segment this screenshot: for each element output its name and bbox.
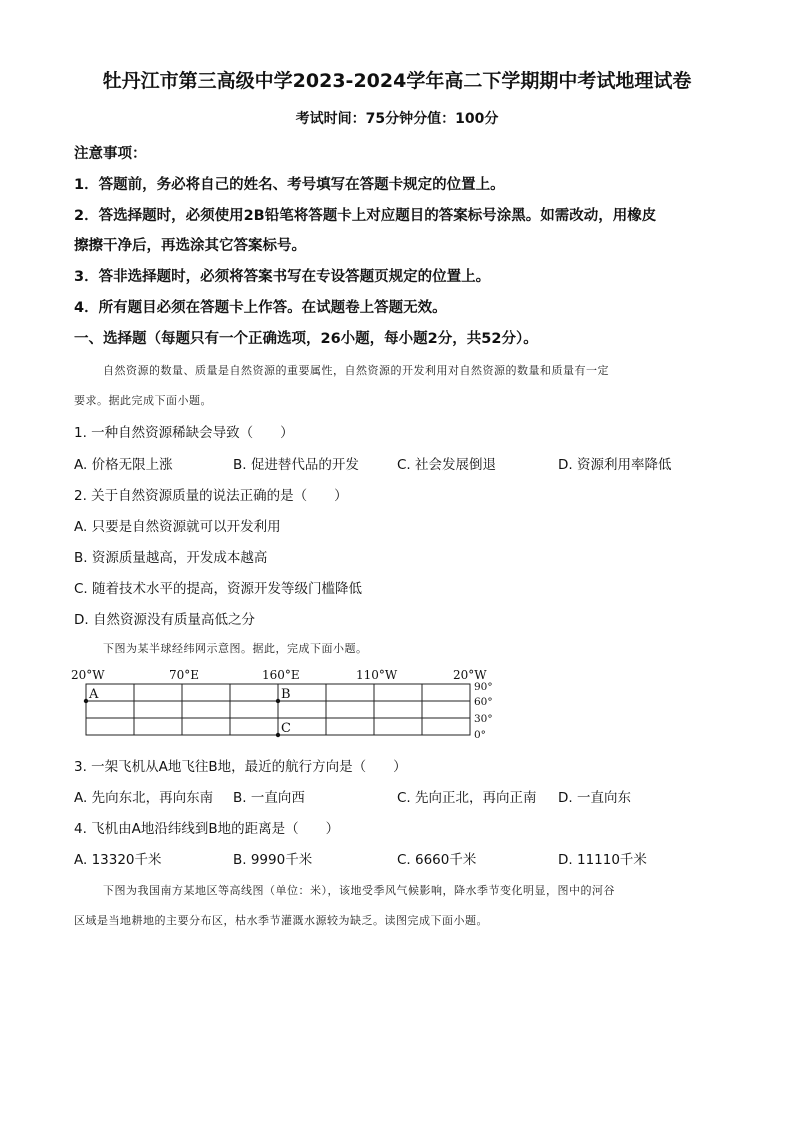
lat-long-grid-diagram <box>68 664 508 744</box>
q2-option-b: B. 资源质量越高，开发成本越高 <box>74 550 268 566</box>
lon-label-3: 160°E <box>262 668 300 682</box>
point-a-dot <box>84 699 88 703</box>
lon-label-4: 110°W <box>356 668 398 682</box>
lat-label-30: 30° <box>474 713 493 725</box>
q2-option-a: A. 只要是自然资源就可以开发利用 <box>74 519 281 535</box>
intro-3-line-2: 区域是当地耕地的主要分布区，枯水季节灌溉水源较为缺乏。读图完成下面小题。 <box>74 914 488 927</box>
intro-2-line-1: 下图为某半球经纬网示意图。据此，完成下面小题。 <box>103 642 368 655</box>
point-b-dot <box>276 699 280 703</box>
q2-option-c: C. 随着技术水平的提高，资源开发等级门槛降低 <box>74 581 363 597</box>
lat-label-60: 60° <box>474 696 493 708</box>
intro-3-line-1: 下图为我国南方某地区等高线图（单位：米），该地受季风气候影响，降水季节变化明显，图中的河谷 <box>103 884 615 897</box>
q4-option-c: C. 6660千米 <box>397 852 477 868</box>
q2-option-d: D. 自然资源没有质量高低之分 <box>74 612 255 628</box>
lon-label-2: 70°E <box>169 668 200 682</box>
note-2-line-2: 擦擦干净后，再选涂其它答案标号。 <box>74 238 306 254</box>
q4-stem: 4. 飞机由A地沿纬线到B地的距离是（ ） <box>74 821 340 837</box>
q3-stem: 3. 一架飞机从A地飞往B地，最近的航行方向是（ ） <box>74 759 407 775</box>
q1-stem: 1. 一种自然资源稀缺会导致（ ） <box>74 425 294 441</box>
q1-option-a: A. 价格无限上涨 <box>74 457 173 473</box>
notes-heading: 注意事项： <box>74 146 147 162</box>
q4-option-d: D. 11110千米 <box>558 852 647 868</box>
section-1-heading: 一、选择题（每题只有一个正确选项，26小题，每小题2分，共52分）。 <box>74 331 538 347</box>
note-4: 4．所有题目必须在答题卡上作答。在试题卷上答题无效。 <box>74 300 447 316</box>
q1-option-c: C. 社会发展倒退 <box>397 457 497 473</box>
note-3: 3．答非选择题时，必须将答案书写在专设答题页规定的位置上。 <box>74 269 491 285</box>
q3-option-d: D. 一直向东 <box>558 790 631 806</box>
page-title: 牡丹江市第三高级中学2023-2024学年高二下学期期中考试地理试卷 <box>102 70 692 92</box>
point-b-label: B <box>281 687 291 702</box>
lat-label-0: 0° <box>474 729 486 741</box>
q3-option-a: A. 先向东北，再向东南 <box>74 790 214 806</box>
q1-option-b: B. 促进替代品的开发 <box>233 457 359 473</box>
lat-label-90: 90° <box>474 681 493 693</box>
q1-option-d: D. 资源利用率降低 <box>558 457 672 473</box>
lon-label-5: 20°W <box>453 668 487 682</box>
intro-1-line-1: 自然资源的数量、质量是自然资源的重要属性，自然资源的开发利用对自然资源的数量和质量有一定 <box>103 364 609 377</box>
note-2-line-1: 2．答选择题时，必须使用2B铅笔将答题卡上对应题目的答案标号涂黑。如需改动，用橡皮 <box>74 208 657 224</box>
point-a-label: A <box>89 687 99 702</box>
q2-stem: 2. 关于自然资源质量的说法正确的是（ ） <box>74 488 348 504</box>
note-1: 1．答题前，务必将自己的姓名、考号填写在答题卡规定的位置上。 <box>74 177 505 193</box>
q3-option-b: B. 一直向西 <box>233 790 305 806</box>
point-c-dot <box>276 733 280 737</box>
q4-option-b: B. 9990千米 <box>233 852 313 868</box>
q3-option-c: C. 先向正北，再向正南 <box>397 790 537 806</box>
point-c-label: C <box>281 721 291 736</box>
lon-label-1: 20°W <box>71 668 105 682</box>
exam-time-score: 考试时间：75分钟分值：100分 <box>295 111 499 127</box>
intro-1-line-2: 要求。据此完成下面小题。 <box>74 394 212 407</box>
q4-option-a: A. 13320千米 <box>74 852 162 868</box>
